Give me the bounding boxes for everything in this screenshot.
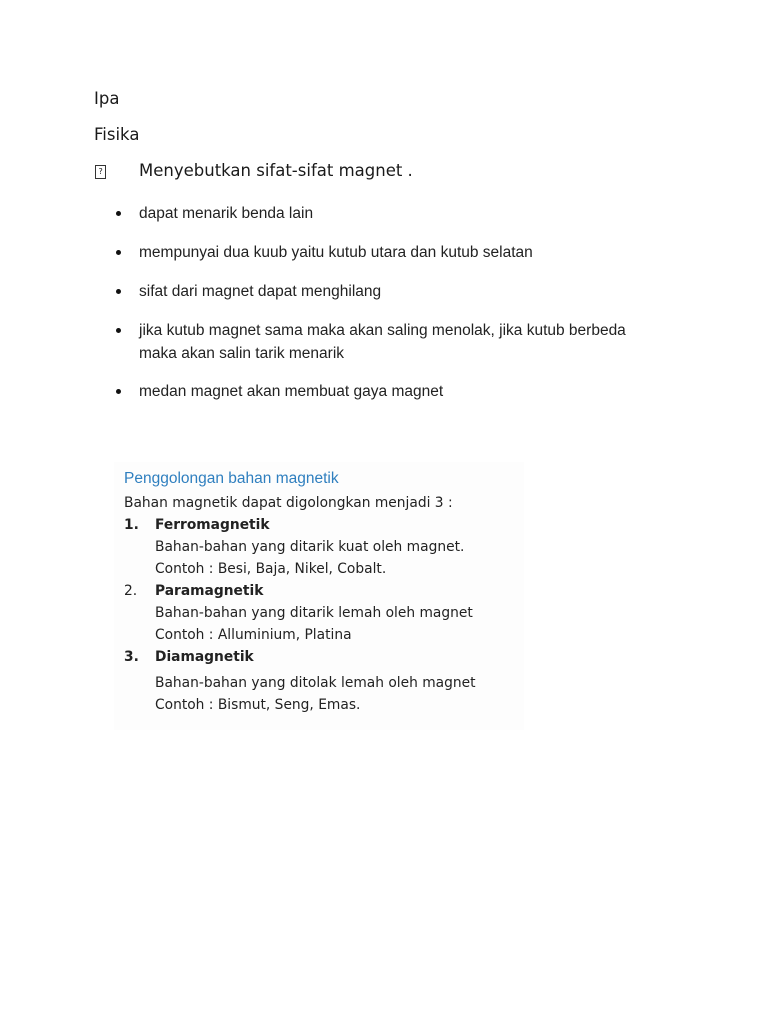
list-item (139, 380, 639, 403)
bullet-icon (116, 389, 121, 394)
item-example: Contoh : Bismut, Seng, Emas. (155, 697, 361, 713)
bullet-icon (116, 328, 121, 333)
list-item (139, 241, 639, 264)
item-number: 2. (124, 583, 138, 599)
subject-title: Fisika (94, 125, 140, 144)
item-name: Ferromagnetik (155, 517, 270, 533)
list-item (139, 319, 639, 365)
list-item (139, 280, 639, 303)
list-item-text: jika kutub magnet sama maka akan saling menolak, jika kutub berbeda maka akan salin tarik menarik (139, 322, 626, 362)
bullet-icon (116, 211, 121, 216)
page-title: Ipa (94, 89, 120, 108)
item-example: Contoh : Besi, Baja, Nikel, Cobalt. (155, 561, 387, 577)
item-number: 1. (124, 517, 139, 533)
item-name: Diamagnetik (155, 649, 254, 665)
item-description: Bahan-bahan yang ditarik lemah oleh magnet (155, 605, 473, 621)
list-item-text: mempunyai dua kuub yaitu kutub utara dan kutub selatan (139, 244, 533, 261)
item-example: Contoh : Alluminium, Platina (155, 627, 352, 643)
list-item-text: medan magnet akan membuat gaya magnet (139, 383, 444, 400)
missing-glyph-icon: ? (95, 165, 106, 179)
item-description: Bahan-bahan yang ditolak lemah oleh magnet (155, 675, 476, 691)
list-item-text: dapat menarik benda lain (139, 205, 314, 222)
item-name: Paramagnetik (155, 583, 264, 599)
figure-intro: Bahan magnetik dapat digolongkan menjadi 3 : (124, 495, 453, 511)
figure-title: Penggolongan bahan magnetik (124, 470, 339, 487)
item-number: 3. (124, 649, 139, 665)
list-item (139, 202, 639, 225)
bullet-icon (116, 289, 121, 294)
magnetic-material-figure (114, 462, 524, 730)
item-description: Bahan-bahan yang ditarik kuat oleh magnet. (155, 539, 465, 555)
bullet-icon (116, 250, 121, 255)
list-item-text: sifat dari magnet dapat menghilang (139, 283, 382, 300)
section-heading: Menyebutkan sifat-sifat magnet . (139, 161, 413, 180)
